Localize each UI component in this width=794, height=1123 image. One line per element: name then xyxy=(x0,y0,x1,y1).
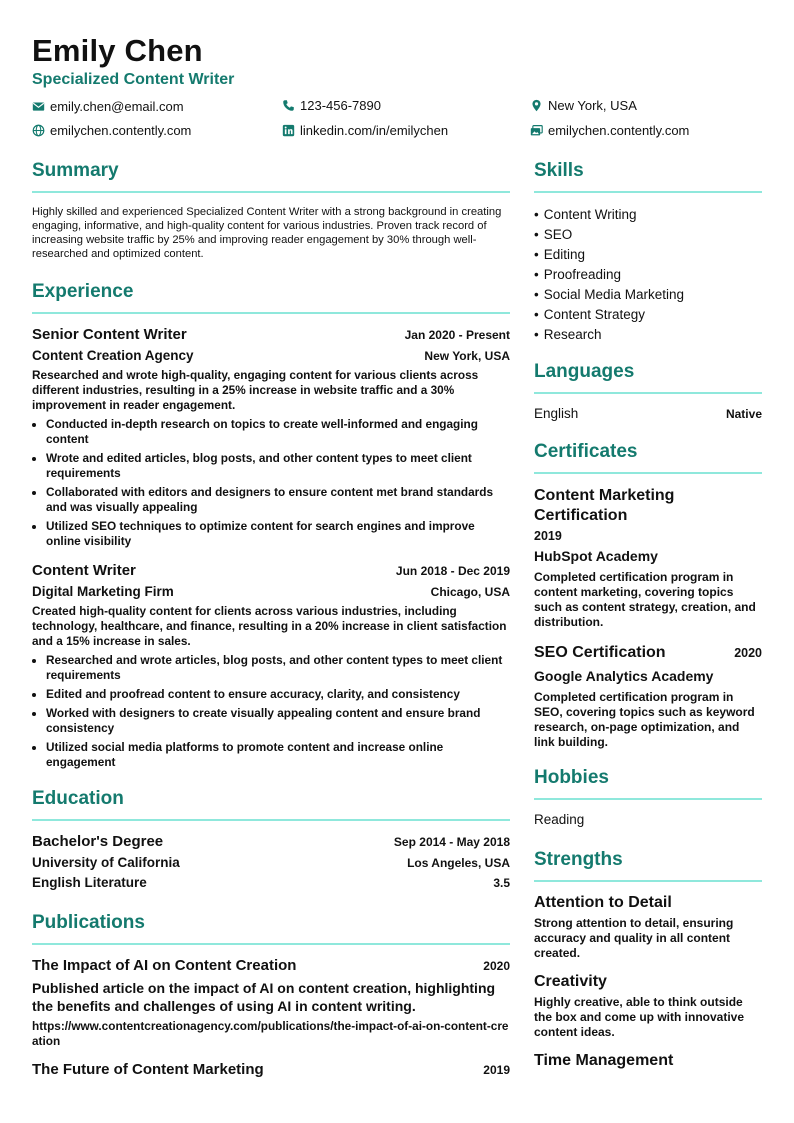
publication-description: Published article on the impact of AI on content creation, highlighting the benefits and challenges of using AI in content writing. xyxy=(32,980,496,1014)
publication-year: 2020 xyxy=(483,959,510,973)
publication-title: The Impact of AI on Content Creation xyxy=(32,957,297,974)
publication-entry xyxy=(32,957,510,1049)
publication-url[interactable]: https://www.contentcreationagency.com/publications/the-impact-of-ai-on-content-creation xyxy=(32,1019,509,1048)
contact-location xyxy=(530,98,637,113)
contact-email[interactable] xyxy=(32,99,184,114)
strength-title: Attention to Detail xyxy=(534,894,672,911)
education-field: English Literature xyxy=(32,875,147,890)
publication-entry xyxy=(32,1061,510,1078)
education-entry xyxy=(32,833,510,890)
location-pin-icon xyxy=(530,99,543,112)
education-location: Los Angeles, USA xyxy=(407,856,510,870)
publication-year: 2019 xyxy=(483,1063,510,1077)
skill-item: • Content Writing xyxy=(534,207,637,222)
strength-entry xyxy=(534,894,762,961)
email-icon xyxy=(32,100,45,113)
phone-icon xyxy=(282,99,295,112)
summary-text: Highly skilled and experienced Specialized Content Writer with a strong background in creating engaging, informative, and high-quality content for various industries. Proven track record of increasing website traffic by 25% and improving reader engagement by 30% through well-researched and optimized content. xyxy=(32,206,502,260)
publication-title: The Future of Content Marketing xyxy=(32,1061,264,1078)
contact-phone-text: 123-456-7890 xyxy=(300,98,381,113)
linkedin-icon xyxy=(282,124,295,137)
contact-phone[interactable] xyxy=(282,98,381,113)
certificate-description: Completed certification program in SEO, covering topics such as keyword research, on-page optimization, and link building. xyxy=(534,690,755,749)
job-bullet: • Edited and proofread content to ensure accuracy, clarity, and consistency xyxy=(46,687,510,702)
skill-item: • Editing xyxy=(534,247,586,262)
strengths-heading: Strengths xyxy=(534,849,762,882)
certificate-issuer: HubSpot Academy xyxy=(534,548,658,564)
job-entry xyxy=(32,326,510,549)
strength-description: Strong attention to detail, ensuring accuracy and quality in all content created. xyxy=(534,916,734,960)
strength-description: Highly creative, able to think outside the box and come up with innovative content ideas. xyxy=(534,995,745,1039)
contact-portfolio-text: emilychen.contently.com xyxy=(548,123,690,138)
strength-title: Creativity xyxy=(534,973,607,990)
skill-item: • SEO xyxy=(534,227,573,242)
education-heading: Education xyxy=(32,788,510,821)
job-location: Chicago, USA xyxy=(430,585,510,599)
job-bullet: • Conducted in-depth research on topics to create well-informed and engaging content xyxy=(46,417,510,447)
language-name: English xyxy=(534,406,579,421)
contact-email-text: emily.chen@email.com xyxy=(50,99,184,114)
job-description: Researched and wrote high-quality, engaging content for various clients across different industries, resulting in a 25% increase in website traffic and a 30% improvement in reader engagement. xyxy=(32,368,479,412)
certificate-entry xyxy=(534,486,762,630)
skills-heading: Skills xyxy=(534,160,762,193)
job-entry xyxy=(32,562,510,770)
job-title: Senior Content Writer xyxy=(32,326,187,343)
skill-item: • Content Strategy xyxy=(534,307,646,322)
job-dates: Jun 2018 - Dec 2019 xyxy=(395,564,510,578)
job-company: Digital Marketing Firm xyxy=(32,584,174,599)
contact-linkedin[interactable] xyxy=(282,123,448,138)
right-column xyxy=(534,160,762,1070)
strength-entry xyxy=(534,1052,762,1070)
skill-item: • Research xyxy=(534,327,602,342)
certificate-year: 2019 xyxy=(534,529,562,543)
job-bullet: • Utilized social media platforms to promote content and increase online engagement xyxy=(46,740,510,770)
job-bullets xyxy=(32,653,510,770)
job-bullets xyxy=(32,417,510,549)
education-gpa: 3.5 xyxy=(493,876,510,890)
education-degree: Bachelor's Degree xyxy=(32,833,164,850)
certificates-heading: Certificates xyxy=(534,441,762,474)
language-item xyxy=(534,406,762,421)
resume-name: Emily Chen xyxy=(32,33,203,68)
education-school: University of California xyxy=(32,855,180,870)
job-bullet: • Worked with designers to create visually appealing content and ensure brand consistency xyxy=(46,706,510,736)
certificate-description: Completed certification program in content marketing, covering topics such as content strategy, creation, and distribution. xyxy=(534,570,756,629)
hobby-item: Reading xyxy=(534,812,585,827)
job-dates: Jan 2020 - Present xyxy=(404,328,510,342)
contact-portfolio[interactable] xyxy=(530,123,689,138)
certificate-title: Content Marketing Certification xyxy=(534,487,675,524)
hobbies-heading: Hobbies xyxy=(534,767,762,800)
education-dates: Sep 2014 - May 2018 xyxy=(393,835,510,849)
publications-heading: Publications xyxy=(32,912,510,945)
skills-list xyxy=(534,205,762,345)
job-bullet: • Collaborated with editors and designers to ensure content met brand standards and was visually appealing xyxy=(46,485,510,515)
job-location: New York, USA xyxy=(424,349,510,363)
job-title: Content Writer xyxy=(32,562,136,579)
skill-item: • Social Media Marketing xyxy=(534,287,685,302)
resume-role: Specialized Content Writer xyxy=(32,71,235,88)
certificate-entry xyxy=(534,643,762,750)
job-bullet: • Wrote and edited articles, blog posts, and other content types to meet client requirements xyxy=(46,451,510,481)
certificate-issuer: Google Analytics Academy xyxy=(534,668,714,684)
job-company: Content Creation Agency xyxy=(32,348,194,363)
job-description: Created high-quality content for clients across various industries, including technology, healthcare, and finance, resulting in a 20% increase in client satisfaction and a 15% increase in sales. xyxy=(32,604,507,648)
skill-item: • Proofreading xyxy=(534,267,622,282)
portfolio-icon xyxy=(530,124,543,137)
certificate-title: SEO Certification xyxy=(534,644,666,661)
strength-title: Time Management xyxy=(534,1052,674,1069)
job-bullet: • Utilized SEO techniques to optimize content for search engines and improve online visibility xyxy=(46,519,510,549)
job-bullet: • Researched and wrote articles, blog posts, and other content types to meet client requirements xyxy=(46,653,510,683)
experience-heading: Experience xyxy=(32,281,510,314)
strength-entry xyxy=(534,973,762,1040)
languages-heading: Languages xyxy=(534,361,762,394)
language-level: Native xyxy=(725,407,762,421)
contact-location-text: New York, USA xyxy=(548,98,637,113)
globe-icon xyxy=(32,124,45,137)
left-column xyxy=(32,160,510,1078)
contact-linkedin-text: linkedin.com/in/emilychen xyxy=(300,123,449,138)
certificate-year: 2020 xyxy=(734,646,762,660)
contact-website-text: emilychen.contently.com xyxy=(50,123,192,138)
contact-website[interactable] xyxy=(32,123,191,138)
summary-heading: Summary xyxy=(32,160,510,193)
